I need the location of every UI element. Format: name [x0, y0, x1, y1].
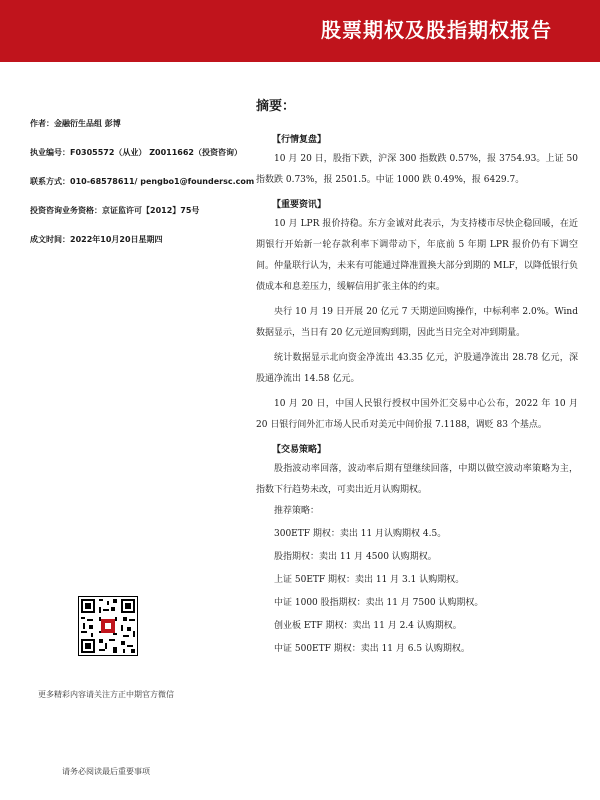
key-news-paragraph-northbound: 统计数据显示北向资金净流出 43.35 亿元，沪股通净流出 28.78 亿元，深股通净流出 14.58 亿元。: [256, 353, 578, 384]
date-value: 2022年10月20日星期四: [70, 235, 163, 244]
recommendation-heading: 推荐策略：: [274, 506, 320, 516]
strategy-paragraph: 股指波动率回落，波动率后期有望继续回落，中期以做空波动率策略为主，指数下行趋势未改，可卖出近月认购期权。: [256, 464, 578, 495]
license-value: F0305572（从业） Z0011662（投资咨询）: [70, 148, 242, 157]
recommendation-item: 中证 1000 股指期权：卖出 11 月 7500 认购期权。: [274, 598, 484, 608]
contact-label: 联系方式：: [30, 177, 70, 186]
author-label: 作者：: [30, 119, 54, 128]
key-news-title: 【重要资讯】: [272, 200, 327, 210]
qualification-value: 京证监许可【2012】75号: [102, 206, 200, 215]
recommendation-item: 300ETF 期权：卖出 11 月认购期权 4.5。: [274, 529, 447, 539]
strategy-title: 【交易策略】: [272, 445, 327, 455]
summary-heading: 摘要：: [256, 99, 296, 114]
qualification-label: 投资咨询业务资格：: [30, 206, 102, 215]
recommendation-item: 中证 500ETF 期权：卖出 11 月 6.5 认购期权。: [274, 644, 470, 654]
date-label: 成文时间：: [30, 235, 70, 244]
wechat-qr-code-icon: [78, 596, 138, 656]
contact-row: [30, 176, 255, 188]
key-news-paragraph-lpr: 10 月 LPR 报价持稳。东方金诚对此表示，为支持楼市尽快企稳回暖，在近期银行开始新一轮存款利率下调带动下，年底前 5 年期 LPR 报价仍有下调空间。仲量联行认为，未来有可能通过降准置换大部分到期的 MLF，以降低银行负债成本和息差压力，缓解信用扩张主体的约束。: [256, 219, 578, 292]
qr-caption: 更多精彩内容请关注方正中期官方微信: [38, 690, 174, 699]
key-news-paragraph-reverse-repo: 央行 10 月 19 日开展 20 亿元 7 天期逆回购操作，中标利率 2.0%。Wind 数据显示，当日有 20 亿元逆回购到期，因此当日完全对冲到期量。: [256, 307, 578, 338]
recommendation-item: 股指期权：卖出 11 月 4500 认购期权。: [274, 552, 437, 562]
recommendation-item: 上证 50ETF 期权：卖出 11 月 3.1 认购期权。: [274, 575, 465, 585]
author-row: [30, 118, 245, 130]
author-value: 金融衍生品组 彭博: [54, 119, 121, 128]
report-header-banner: [0, 0, 600, 62]
footer-disclaimer-note: 请务必阅读最后重要事项: [62, 767, 150, 776]
key-news-paragraph-fx: 10 月 20 日，中国人民银行授权中国外汇交易中心公布，2022 年 10 月 20 日银行间外汇市场人民币对美元中间价报 7.1188，调贬 83 个基点。: [256, 399, 578, 430]
license-label: 执业编号：: [30, 148, 70, 157]
market-review-paragraph: 10 月 20 日，股指下跌，沪深 300 指数跌 0.57%，报 3754.93。上证 50 指数跌 0.73%，报 2501.5。中证 1000 跌 0.49%，报 6429.7。: [256, 154, 578, 185]
report-title: 股票期权及股指期权报告: [321, 18, 552, 42]
qualification-row: [30, 205, 245, 217]
date-row: [30, 234, 245, 246]
license-row: [30, 147, 245, 159]
contact-value: 010-68578611/ pengbo1@foundersc.com: [70, 177, 255, 186]
market-review-title: 【行情复盘】: [272, 135, 327, 145]
summary-content: [256, 95, 578, 666]
author-info-panel: [30, 118, 255, 263]
recommendation-item: 创业板 ETF 期权：卖出 11 月 2.4 认购期权。: [274, 621, 462, 631]
